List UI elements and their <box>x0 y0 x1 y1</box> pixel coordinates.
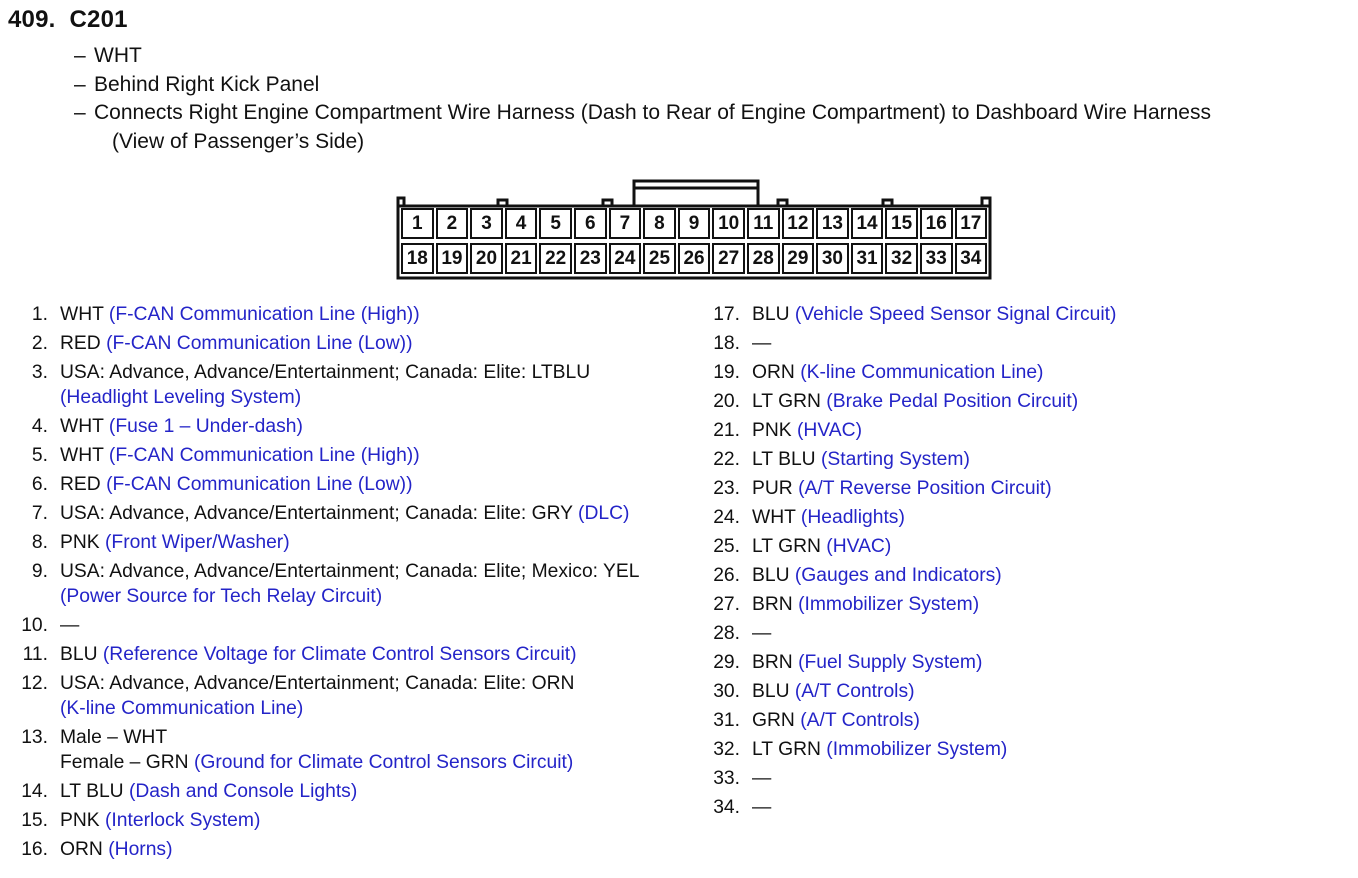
wire-color: ORN <box>60 839 103 860</box>
pin-cell: 26 <box>678 243 711 274</box>
wire-color: USA: Advance, Advance/Entertainment; Canada: Elite: LTBLU <box>60 362 591 383</box>
wire-color: Male – WHT <box>60 727 168 748</box>
circuit-link[interactable]: (K-line Communication Line) <box>800 362 1044 383</box>
pin-cell: 6 <box>574 208 607 239</box>
pin-cell: 25 <box>643 243 676 274</box>
pin-number: 17. <box>713 304 740 325</box>
detail-location: – Behind Right Kick Panel <box>74 72 320 96</box>
pin-entry <box>12 302 692 327</box>
wire-color: — <box>752 623 772 644</box>
wire-color: — <box>752 333 772 354</box>
pin-entry <box>704 418 1344 443</box>
pin-cell: 21 <box>505 243 538 274</box>
pin-entry <box>704 389 1344 414</box>
wire-color: LT BLU <box>752 449 816 470</box>
wire-color: — <box>60 615 80 636</box>
pin-cell: 16 <box>920 208 953 239</box>
pin-cell: 17 <box>955 208 988 239</box>
connector-number: 409. <box>8 6 56 33</box>
pin-number: 22. <box>713 449 740 470</box>
pin-cell: 19 <box>436 243 469 274</box>
pin-entry <box>704 592 1344 617</box>
pin-entry <box>704 476 1344 501</box>
wire-color: WHT <box>752 507 796 528</box>
circuit-link[interactable]: (Immobilizer System) <box>798 594 980 615</box>
wire-color: PNK <box>60 810 100 831</box>
pin-cell: 32 <box>885 243 918 274</box>
pin-number: 19. <box>713 362 740 383</box>
pin-cell: 7 <box>609 208 642 239</box>
wire-color: — <box>752 797 772 818</box>
pin-cell: 2 <box>436 208 469 239</box>
pin-entry <box>12 530 692 555</box>
pin-cell: 30 <box>816 243 849 274</box>
circuit-link[interactable]: (HVAC) <box>797 420 862 441</box>
wire-color: WHT <box>60 445 104 466</box>
pin-cell: 29 <box>782 243 815 274</box>
circuit-link[interactable]: (Power Source for Tech Relay Circuit) <box>60 586 383 607</box>
pin-cell: 33 <box>920 243 953 274</box>
pin-entry <box>12 725 692 775</box>
circuit-link[interactable]: (Ground for Climate Control Sensors Circuit) <box>193 752 574 773</box>
detail-color: – WHT <box>74 44 142 67</box>
pin-number: 21. <box>713 420 740 441</box>
circuit-link[interactable]: (F-CAN Communication Line (High)) <box>108 304 420 325</box>
connector-details <box>74 42 1211 156</box>
wire-color: BLU <box>752 681 790 702</box>
pin-cell: 10 <box>712 208 745 239</box>
pin-cell: 14 <box>851 208 884 239</box>
pin-grid <box>401 208 989 278</box>
pin-cell: 4 <box>505 208 538 239</box>
pin-number: 9. <box>31 561 48 582</box>
pin-entry <box>704 447 1344 472</box>
pin-number: 11. <box>22 644 48 665</box>
circuit-link[interactable]: (A/T Reverse Position Circuit) <box>798 478 1052 499</box>
wire-color: GRN <box>752 710 795 731</box>
pin-entry <box>704 621 1344 646</box>
pin-entry <box>704 563 1344 588</box>
circuit-link[interactable]: (Immobilizer System) <box>826 739 1008 760</box>
wire-color: USA: Advance, Advance/Entertainment; Canada: Elite; Mexico: YEL <box>60 561 640 582</box>
circuit-link[interactable]: (Reference Voltage for Climate Control Sensors Circuit) <box>102 644 577 665</box>
pin-entry <box>704 795 1344 820</box>
wire-color: LT GRN <box>752 391 821 412</box>
pin-number: 33. <box>713 768 740 789</box>
pin-entry <box>704 331 1344 356</box>
circuit-link[interactable]: (Headlight Leveling System) <box>60 387 302 408</box>
circuit-link[interactable]: (F-CAN Communication Line (High)) <box>108 445 420 466</box>
circuit-link[interactable]: (A/T Controls) <box>794 681 915 702</box>
pin-entry <box>704 505 1344 530</box>
pin-entry <box>704 737 1344 762</box>
pin-entry <box>12 808 692 833</box>
pin-number: 26. <box>713 565 740 586</box>
pin-cell: 22 <box>539 243 572 274</box>
pin-number: 28. <box>713 623 740 644</box>
pin-row-top <box>401 208 989 241</box>
pin-number: 30. <box>713 681 740 702</box>
wire-color: BLU <box>752 304 790 325</box>
pin-entry <box>704 766 1344 791</box>
circuit-link[interactable]: (F-CAN Communication Line (Low)) <box>106 333 413 354</box>
wire-color: BRN <box>752 652 793 673</box>
pin-entry <box>12 671 692 721</box>
pin-entry <box>704 679 1344 704</box>
circuit-link[interactable]: (HVAC) <box>826 536 892 557</box>
pin-entry <box>12 642 692 667</box>
pin-entry <box>12 472 692 497</box>
pin-cell: 11 <box>747 208 780 239</box>
pin-number: 27. <box>713 594 740 615</box>
wire-color: RED <box>60 474 101 495</box>
pin-cell: 34 <box>955 243 988 274</box>
wire-color: — <box>752 768 772 789</box>
pin-cell: 31 <box>851 243 884 274</box>
pin-cell: 12 <box>782 208 815 239</box>
pin-entry <box>12 837 692 862</box>
connector-diagram <box>392 176 997 281</box>
wire-color: USA: Advance, Advance/Entertainment; Canada: Elite: GRY <box>60 503 573 524</box>
pin-list-right <box>704 302 1344 824</box>
wire-color: WHT <box>60 304 104 325</box>
circuit-link[interactable]: (Headlights) <box>800 507 905 528</box>
pin-cell: 20 <box>470 243 503 274</box>
detail-view: (View of Passenger’s Side) <box>112 129 365 153</box>
circuit-link[interactable]: (Fuse 1 – Under-dash) <box>108 416 303 437</box>
pin-number: 29. <box>713 652 740 673</box>
pin-entry <box>12 331 692 356</box>
circuit-link[interactable]: (Fuel Supply System) <box>798 652 983 673</box>
pin-number: 2. <box>31 333 48 354</box>
circuit-link[interactable]: (Interlock System) <box>105 810 261 831</box>
pin-cell: 23 <box>574 243 607 274</box>
wire-color: BLU <box>752 565 790 586</box>
pin-number: 12. <box>21 673 48 694</box>
pin-number: 6. <box>31 474 48 495</box>
circuit-link[interactable]: (F-CAN Communication Line (Low)) <box>106 474 413 495</box>
pin-number: 20. <box>713 391 740 412</box>
wire-color-alt: Female – GRN <box>60 752 189 773</box>
wire-color: PUR <box>752 478 793 499</box>
circuit-link[interactable]: (A/T Controls) <box>800 710 920 731</box>
pin-number: 10. <box>21 615 48 636</box>
pin-cell: 8 <box>643 208 676 239</box>
pin-cell: 5 <box>539 208 572 239</box>
connector-name: C201 <box>69 6 128 33</box>
pin-entry <box>704 650 1344 675</box>
wire-color: WHT <box>60 416 104 437</box>
pin-number: 8. <box>31 532 48 553</box>
circuit-link[interactable]: (Brake Pedal Position Circuit) <box>826 391 1079 412</box>
wire-color: LT GRN <box>752 536 821 557</box>
pin-entry <box>12 613 692 638</box>
pin-number: 7. <box>31 503 48 524</box>
pin-number: 3. <box>31 362 48 383</box>
circuit-link[interactable]: (Vehicle Speed Sensor Signal Circuit) <box>794 304 1117 325</box>
pin-entry <box>12 779 692 804</box>
pin-number: 1. <box>31 304 48 325</box>
pin-cell: 28 <box>747 243 780 274</box>
pin-entry <box>12 559 692 609</box>
wire-color: BRN <box>752 594 793 615</box>
pin-number: 31. <box>713 710 740 731</box>
pin-number: 32. <box>713 739 740 760</box>
wire-color: PNK <box>752 420 792 441</box>
wire-color: PNK <box>60 532 100 553</box>
wire-color: ORN <box>752 362 795 383</box>
pin-entry <box>704 360 1344 385</box>
wire-color: LT GRN <box>752 739 821 760</box>
circuit-link[interactable]: (Gauges and Indicators) <box>794 565 1002 586</box>
wire-color: RED <box>60 333 101 354</box>
pin-entry <box>12 501 692 526</box>
pin-number: 13. <box>21 727 48 748</box>
pin-entry <box>12 414 692 439</box>
connector-title <box>8 6 128 34</box>
circuit-link[interactable]: (K-line Communication Line) <box>60 698 304 719</box>
pin-cell: 1 <box>401 208 434 239</box>
pin-number: 24. <box>713 507 740 528</box>
detail-connects: – Connects Right Engine Compartment Wire Harness (Dash to Rear of Engine Compartment) to Dashboard Wire Harness <box>74 101 1211 124</box>
circuit-link[interactable]: (Horns) <box>108 839 173 860</box>
pin-number: 15. <box>21 810 48 831</box>
pin-entry <box>704 302 1344 327</box>
circuit-link[interactable]: (DLC) <box>578 503 630 524</box>
pin-number: 23. <box>713 478 740 499</box>
wire-color: BLU <box>60 644 98 665</box>
pin-entry <box>12 443 692 468</box>
pin-row-bottom <box>401 243 989 276</box>
pin-number: 18. <box>713 333 740 354</box>
pin-list-left <box>12 302 692 866</box>
wire-color: USA: Advance, Advance/Entertainment; Canada: Elite: ORN <box>60 673 575 694</box>
pin-cell: 9 <box>678 208 711 239</box>
wire-color: LT BLU <box>60 781 124 802</box>
pin-cell: 24 <box>609 243 642 274</box>
circuit-link[interactable]: (Dash and Console Lights) <box>128 781 358 802</box>
circuit-link[interactable]: (Starting System) <box>820 449 970 470</box>
pin-cell: 15 <box>885 208 918 239</box>
pin-number: 4. <box>31 416 48 437</box>
pin-number: 5. <box>31 445 48 466</box>
pin-number: 16. <box>21 839 48 860</box>
circuit-link[interactable]: (Front Wiper/Washer) <box>105 532 290 553</box>
pin-cell: 13 <box>816 208 849 239</box>
pin-cell: 18 <box>401 243 434 274</box>
pin-cell: 3 <box>470 208 503 239</box>
pin-number: 14. <box>21 781 48 802</box>
pin-entry <box>704 708 1344 733</box>
pin-number: 25. <box>713 536 740 557</box>
pin-number: 34. <box>713 797 740 818</box>
pin-cell: 27 <box>712 243 745 274</box>
pin-entry <box>12 360 692 410</box>
pin-entry <box>704 534 1344 559</box>
